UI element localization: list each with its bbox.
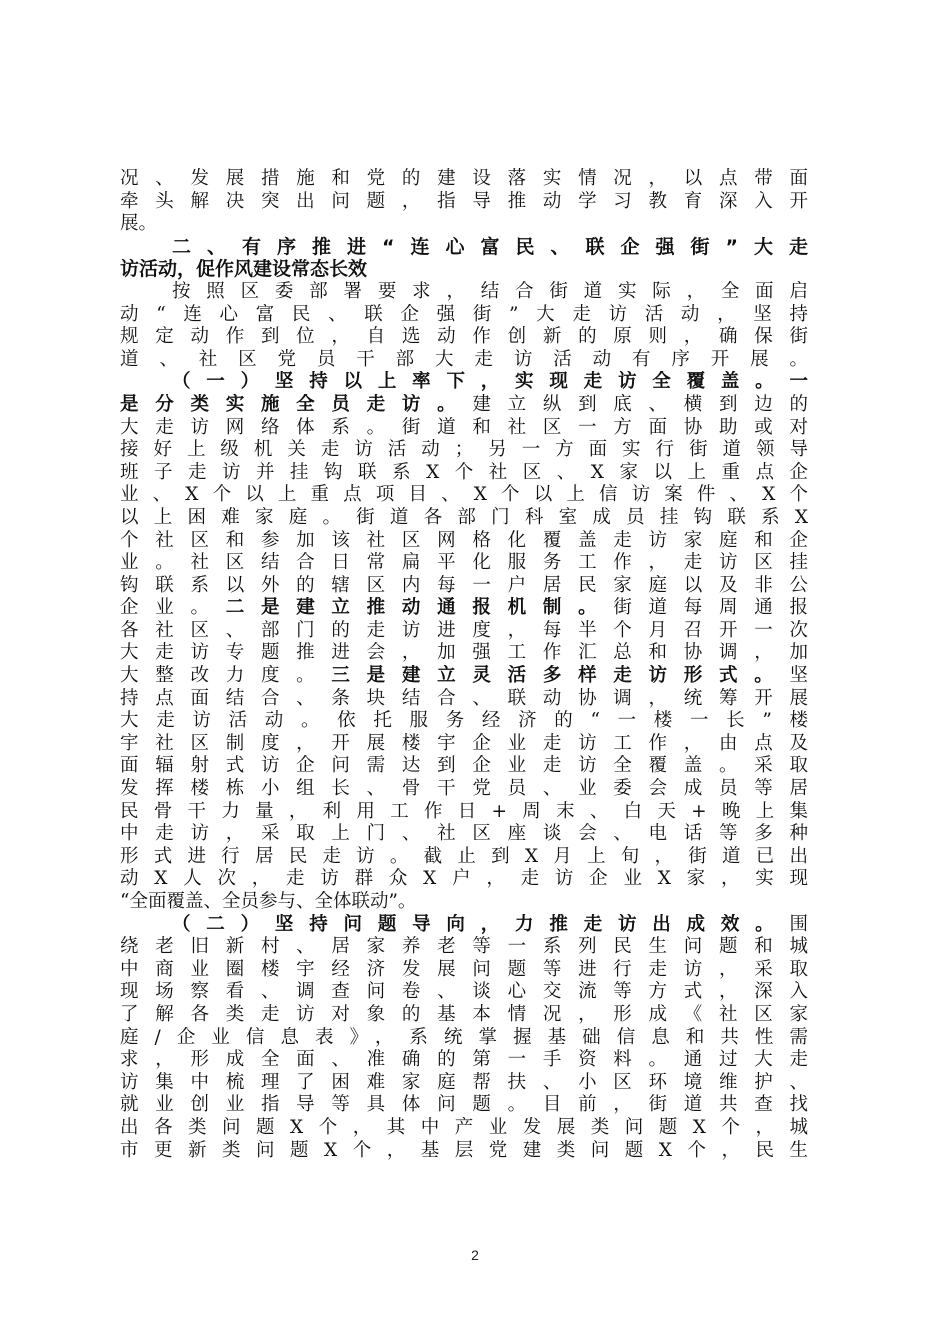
text-line: 中商业圈楼宇经济发展问题等进行走访，采取 — [120, 958, 808, 980]
text-line: 大走访活动。依托服务经济的“一楼一长”楼 — [120, 710, 808, 732]
document-body — [120, 168, 808, 1162]
text-line: 按照区委部署要求，结合街道实际，全面启 — [172, 280, 808, 302]
section-heading: 访活动，促作风建设常态长效 — [120, 258, 368, 281]
text-segment: 大整改力度。 — [120, 665, 332, 687]
text-line: 出各类问题X个，其中产业发展类问题X个，城 — [120, 1116, 808, 1138]
text-line: “全面覆盖、全员参与、全体联动”。 — [120, 891, 417, 912]
text-line: 道、社区党员干部大走访活动有序开展。 — [120, 348, 808, 370]
page-number: 2 — [471, 1247, 479, 1263]
text-line: 大走访网络体系。街道和社区一方面协助或对 — [120, 416, 808, 438]
text-line: 业。社区结合日常扁平化服务工作，走访区挂 — [120, 552, 808, 574]
text-segment: 坚 — [789, 665, 808, 687]
text-line: 以上困难家庭。街道各部门科室成员挂钩联系X — [120, 506, 808, 528]
text-line: 接好上级机关走访活动；另一方面实行街道领导 — [120, 439, 808, 461]
emphasis-text: 三是建立灵活多样走访形式。 — [331, 665, 790, 687]
text-line: 中走访，采取上门、社区座谈会、电话等多种 — [120, 823, 808, 845]
text-line: 各社区、部门的走访进度，每半个月召开一次 — [120, 619, 808, 641]
text-line — [120, 394, 808, 417]
text-line: 钩联系以外的辖区内每一户居民家庭以及非公 — [120, 574, 808, 596]
subsection-heading: （一）坚持以上率下，实现走访全覆盖。一 — [172, 371, 808, 393]
text-line: 动X人次，走访群众X户，走访企业X家，实现 — [120, 868, 808, 890]
text-line: 就业创业指导等具体问题。目前，街道共查找 — [120, 1094, 808, 1116]
text-line: 班子走访并挂钩联系X个社区、X家以上重点企 — [120, 461, 808, 483]
emphasis-text: 是分类实施全员走访。 — [120, 393, 473, 415]
text-line: 持点面结合、条块结合、联动协调，统筹开展 — [120, 687, 808, 709]
text-line: 宇社区制度，开展楼宇企业走访工作，由点及 — [120, 732, 808, 754]
text-segment: 企业。 — [120, 597, 226, 619]
text-segment: 街道每周通报 — [613, 597, 808, 619]
emphasis-text: 二是建立推动通报机制。 — [225, 597, 614, 619]
text-line: 绕老旧新村、居家养老等一系列民生问题和城 — [120, 936, 808, 958]
section-heading: 二、有序推进“连心富民、联企强街”大走 — [172, 235, 808, 258]
text-line — [120, 597, 808, 620]
text-line — [120, 665, 808, 688]
text-line: 求，形成全面、准确的第一手资料。通过大走 — [120, 1049, 808, 1071]
text-line — [120, 914, 808, 937]
text-line: 庭/企业信息表》，系统掌握基础信息和共性需 — [120, 1026, 808, 1048]
text-segment: 围 — [789, 913, 808, 935]
text-segment: 建立纵到底、横到边的 — [472, 393, 808, 415]
text-line: 况、发展措施和党的建设落实情况，以点带面 — [120, 168, 808, 189]
text-line: 民骨干力量，利用工作日+周末、白天+晚上集 — [120, 800, 808, 822]
text-line: 业、X个以上重点项目、X个以上信访案件、X个 — [120, 484, 808, 506]
text-line: 规定动作到位，自选动作创新的原则，确保街 — [120, 326, 808, 348]
text-line: 发挥楼栋小组长、骨干党员、业委会成员等居 — [120, 778, 808, 800]
text-line: 个社区和参加该社区网格化覆盖走访家庭和企 — [120, 529, 808, 551]
text-line: 动“连心富民、联企强街”大走访活动，坚持 — [120, 303, 808, 325]
text-line: 形式进行居民走访。截止到X月上旬，街道已出 — [120, 845, 808, 867]
text-line: 现场察看、调查问卷、谈心交流等方式，深入 — [120, 981, 808, 1003]
text-line: 市更新类问题X个，基层党建类问题X个，民生 — [120, 1139, 808, 1161]
text-line: 面辐射式访企问需达到企业走访全覆盖。采取 — [120, 755, 808, 777]
text-line: 展。 — [120, 213, 158, 235]
text-line: 牵头解决突出问题，指导推动学习教育深入开 — [120, 190, 808, 212]
text-line: 访集中梳理了困难家庭帮扶、小区环境维护、 — [120, 1071, 808, 1093]
text-line: 了解各类走访对象的基本情况，形成《社区家 — [120, 1003, 808, 1025]
text-line: 大走访专题推进会，加强工作汇总和协调，加 — [120, 642, 808, 664]
subsection-heading: （二）坚持问题导向，力推走访出成效。 — [172, 913, 790, 935]
